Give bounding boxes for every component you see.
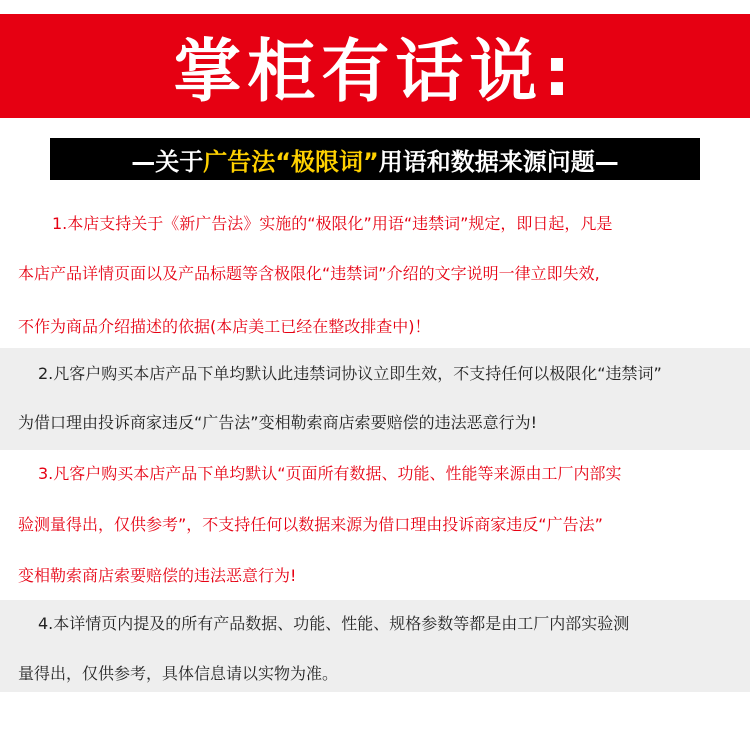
notice-1-line-1: 1.本店支持关于《新广告法》实施的“极限化”用语“违禁词”规定，即日起，凡是	[52, 214, 613, 233]
notice-1-line-2: 本店产品详情页面以及产品标题等含极限化“违禁词”介绍的文字说明一律立即失效,	[18, 264, 600, 283]
subtitle-prefix: —关于	[131, 147, 204, 176]
notice-2-line-1: 2.凡客户购买本店产品下单均默认此违禁词协议立即生效，不支持任何以极限化“违禁词”	[38, 364, 662, 383]
notice-section-3	[0, 450, 750, 600]
notice-section-1	[0, 196, 750, 348]
notice-4-line-1: 4.本详情页内提及的所有产品数据、功能、性能、规格参数等都是由工厂内部实验测	[38, 614, 630, 633]
banner-title: 掌柜有话说:	[173, 32, 577, 112]
notice-3-line-1: 3.凡客户购买本店产品下单均默认“页面所有数据、功能、性能等来源由工厂内部实	[38, 464, 622, 483]
notice-1-line-3: 不作为商品介绍描述的依据(本店美工已经在整改排查中)！	[18, 317, 431, 336]
notice-section-4	[0, 600, 750, 692]
notice-4-line-2: 量得出，仅供参考，具体信息请以实物为准。	[18, 664, 339, 683]
notice-3-line-2: 验测量得出，仅供参考”，不支持任何以数据来源为借口理由投诉商家违反“广告法”	[18, 515, 603, 534]
notice-3-line-3: 变相勒索商店索要赔偿的违法恶意行为!	[18, 566, 297, 585]
subtitle-suffix: 用语和数据来源问题—	[378, 147, 619, 176]
subtitle-bar	[50, 138, 700, 180]
notice-section-2	[0, 348, 750, 450]
title-banner	[0, 14, 750, 118]
subtitle-highlight: 广告法“极限词”	[203, 147, 379, 176]
notice-2-line-2: 为借口理由投诉商家违反“广告法”变相勒索商店索要赔偿的违法恶意行为!	[18, 413, 537, 432]
